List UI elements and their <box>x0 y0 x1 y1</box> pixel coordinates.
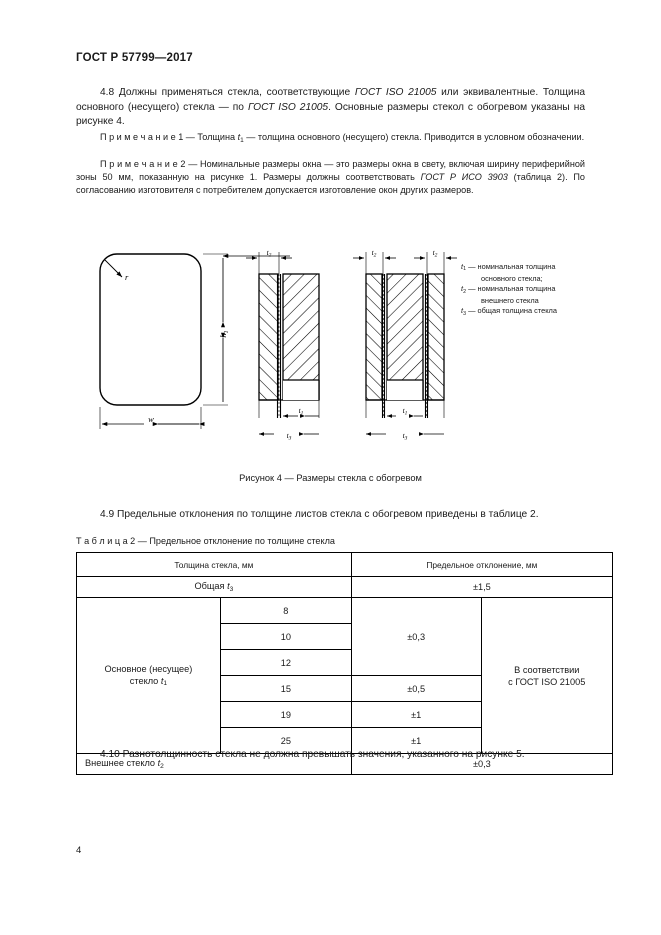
table-2 <box>76 552 613 775</box>
table-cell-total-label <box>77 577 352 598</box>
outer-label-prefix: Внешнее стекло <box>85 758 158 768</box>
compliance-line2: с ГОСТ ISO 21005 <box>508 676 586 687</box>
legend-t1-symbol: t <box>461 262 464 271</box>
table-2-label: Т а б л и ц а 2 <box>76 536 136 546</box>
xs-right-label-t3: $t_3$ <box>402 431 408 442</box>
table-cell-thickness-15: 15 <box>220 676 351 702</box>
figure-width-dimension-label: w <box>148 414 154 424</box>
figure-legend <box>461 262 557 318</box>
total-label-symbol: t <box>227 581 230 591</box>
note1-text-b: — толщина основного (несущего) стекла. Приводится в условном обозначении. <box>243 132 585 142</box>
note1-text-a: — Толщина <box>183 132 238 142</box>
note-1 <box>76 131 585 145</box>
note1-symbol-subscript: 1 <box>240 136 244 144</box>
table-cell-thickness-12: 12 <box>220 650 351 676</box>
note2-text-a: — Номинальные размеры окна — это размеры окна в свету, включая ширину периферийной зоны 50 мм, показанную на рисунке 1. Размеры должны соответствовать <box>76 159 585 182</box>
table-cell-compliance <box>481 598 612 754</box>
legend-item-t1 <box>461 262 557 274</box>
xs-right-label-t2-left: $t_2$ <box>371 248 377 259</box>
table-2-title <box>76 536 335 546</box>
figure-radius-label: r <box>125 272 129 282</box>
table-cell-thickness-25: 25 <box>220 728 351 754</box>
table-header-deviation: Предельное отклонение, мм <box>351 553 612 577</box>
paragraph-4-10 <box>76 748 585 763</box>
table-header-thickness: Толщина стекла, мм <box>77 553 352 577</box>
main-glass-subscript: 1 <box>163 680 168 688</box>
table-header-row <box>77 553 613 577</box>
p48-standard-ref-1: ГОСТ ISO 21005 <box>354 87 437 98</box>
note1-label: П р и м е ч а н и е 1 <box>100 132 184 142</box>
legend-t1-subscript: 1 <box>463 266 467 273</box>
legend-t2-line1: — номинальная толщина <box>466 284 556 294</box>
legend-t2-subscript: 2 <box>463 288 467 295</box>
figure-4-svg <box>76 222 585 462</box>
main-glass-line2-prefix: стекло <box>129 675 161 686</box>
table-cell-outer-value: ±0,3 <box>351 754 612 775</box>
table-cell-thickness-8: 8 <box>220 598 351 624</box>
table-2-title-text: — Предельное отклонение по толщине стекла <box>135 536 335 546</box>
table-cell-deviation-05: ±0,5 <box>351 676 481 702</box>
legend-t1-line1: — номинальная толщина <box>466 262 556 271</box>
legend-item-t3 <box>461 306 557 318</box>
legend-t3-subscript: 3 <box>463 310 467 317</box>
table-cell-deviation-1a: ±1 <box>351 702 481 728</box>
p49-text: 4.9 Предельные отклонения по толщине листов стекла с обогревом приведены в таблице 2. <box>100 509 539 520</box>
legend-t2-line2: внешнего стекла <box>481 295 539 305</box>
p48-text-c: . Основные размеры стекол с обогревом указаны на рисунке 4. <box>76 101 585 128</box>
p48-standard-ref-2: ГОСТ ISO 21005 <box>247 101 329 113</box>
legend-t3-line1: — общая толщина стекла <box>466 306 557 316</box>
table-row-total <box>77 577 613 598</box>
note-2 <box>76 158 585 197</box>
xs-left-label-t1: $t_1$ <box>298 406 304 417</box>
paragraph-4-8 <box>76 86 585 130</box>
total-label-prefix: Общая <box>194 581 228 591</box>
table-row <box>77 598 613 624</box>
xs-right-label-t2-right: $t_2$ <box>432 248 438 259</box>
xs-left-label-t3: $t_3$ <box>286 431 292 442</box>
main-glass-symbol: t <box>160 675 164 686</box>
main-glass-line1: Основное (несущее) <box>104 663 193 674</box>
legend-item-t2 <box>461 284 557 296</box>
note2-label: П р и м е ч а н и е 2 <box>100 159 186 169</box>
outer-label-subscript: 2 <box>160 762 164 770</box>
figure-height-dimension-label: $h_1$ <box>218 330 230 338</box>
table-cell-main-glass-label <box>77 598 221 754</box>
p410-text: 4.10 Разнотолщинность стекла не должна превышать значения, указанного на рисунке 5. <box>100 749 525 760</box>
table-cell-deviation-1b: ±1 <box>351 728 481 754</box>
figure-4-caption: Рисунок 4 — Размеры стекла с обогревом <box>239 473 422 483</box>
note1-symbol: t <box>237 132 241 142</box>
table-cell-thickness-10: 10 <box>220 624 351 650</box>
legend-t2-symbol: t <box>461 284 464 294</box>
note2-text-b: (таблица 2). По согласованию изготовителя с потребителем допускается изготовление окон других размеров. <box>76 172 585 195</box>
table-cell-total-value: ±1,5 <box>351 577 612 598</box>
p48-text-b: или эквивалентные. Толщина основного (несущего) стекла — по <box>76 87 585 113</box>
legend-t1-line2: основного стекла; <box>481 273 543 283</box>
compliance-line1: В соответствии <box>514 664 580 675</box>
note2-standard-ref: ГОСТ Р ИСО 3903 <box>420 172 508 182</box>
page-header-standard-number: ГОСТ Р 57799—2017 <box>76 52 193 64</box>
paragraph-4-9 <box>76 508 585 523</box>
outer-label-symbol: t <box>157 758 161 768</box>
figure-4-drawing <box>76 222 585 462</box>
p48-text-a: 4.8 Должны применяться стекла, соответствующие <box>100 87 355 98</box>
table-cell-thickness-19: 19 <box>220 702 351 728</box>
total-label-subscript: 3 <box>229 585 234 593</box>
xs-left-label-t2: $t_2$ <box>266 248 272 259</box>
legend-t3-symbol: t <box>461 306 464 316</box>
page-number: 4 <box>76 845 82 856</box>
table-cell-deviation-03: ±0,3 <box>351 598 481 676</box>
xs-right-label-t1: $t_1$ <box>402 406 408 417</box>
